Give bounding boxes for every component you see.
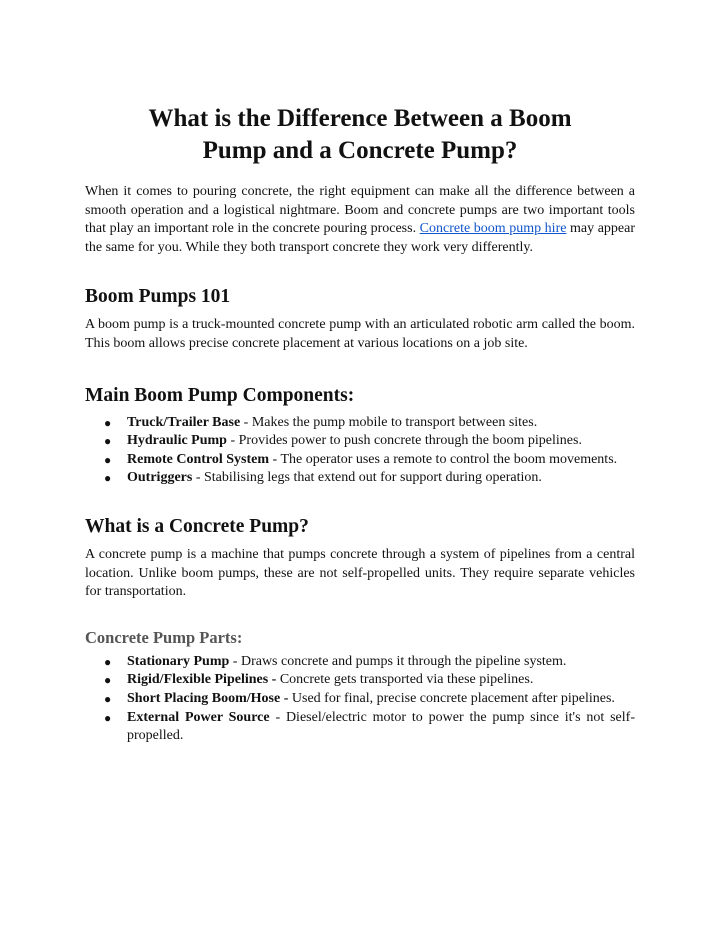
title-line-1: What is the Difference Between a Boom bbox=[148, 105, 572, 132]
list-item bbox=[85, 432, 635, 451]
main-components-list bbox=[85, 414, 635, 488]
list-item bbox=[85, 414, 635, 433]
bullet-icon: ● bbox=[104, 691, 112, 706]
title-line-2: Pump and a Concrete Pump? bbox=[202, 137, 518, 164]
list-item-term: Short Placing Boom/Hose - bbox=[127, 690, 289, 706]
heading-main-components: Main Boom Pump Components: bbox=[85, 384, 355, 406]
list-item-term: Remote Control System bbox=[127, 451, 270, 467]
list-item bbox=[85, 690, 635, 709]
section-main-components bbox=[85, 383, 635, 488]
list-item-desc: Used for final, precise concrete placement after pipelines. bbox=[288, 690, 615, 706]
intro-text-after-link: may appear the same for you. While they both transport concrete they work very differently. bbox=[85, 221, 636, 255]
bullet-icon: ● bbox=[104, 415, 112, 430]
concrete-boom-pump-hire-link[interactable]: Concrete boom pump hire bbox=[419, 221, 567, 237]
section-boom-pumps-101 bbox=[85, 284, 635, 353]
bullet-icon: ● bbox=[104, 710, 112, 725]
intro-text: When it comes to pouring concrete, the right equipment can make all the difference between a smooth operation and a logistical nightmare. Boom and concrete pumps are two important tools that play an important role in the concrete pouring process. bbox=[85, 184, 635, 237]
bullet-icon: ● bbox=[104, 434, 112, 449]
list-item-term: Outriggers bbox=[127, 470, 193, 486]
bullet-icon: ● bbox=[104, 471, 112, 486]
concrete-pump-paragraph: A concrete pump is a machine that pumps concrete through a system of pipelines from a central location. Unlike boom pumps, these are not self-propelled units. They require separate vehicles for transportation. bbox=[85, 546, 635, 600]
heading-concrete-pump-parts: Concrete Pump Parts: bbox=[85, 627, 243, 647]
list-item-term: Hydraulic Pump bbox=[127, 433, 227, 449]
page-title bbox=[85, 103, 635, 167]
section-concrete-pump-parts bbox=[85, 627, 635, 746]
list-item bbox=[85, 709, 635, 746]
list-item-desc: Concrete gets transported via these pipelines. bbox=[276, 672, 534, 688]
list-item-desc: - Diesel/electric motor to power the pump since it's not self-propelled. bbox=[127, 709, 635, 744]
list-item-term: External Power Source bbox=[127, 709, 270, 725]
list-item bbox=[85, 469, 635, 488]
list-item bbox=[85, 671, 635, 690]
list-item-desc: - Draws concrete and pumps it through the pipeline system. bbox=[229, 653, 567, 669]
concrete-pump-parts-list bbox=[85, 653, 635, 746]
list-item bbox=[85, 653, 635, 672]
bullet-icon: ● bbox=[104, 654, 112, 669]
heading-concrete-pump: What is a Concrete Pump? bbox=[85, 515, 309, 537]
list-item-term: Truck/Trailer Base bbox=[127, 414, 241, 430]
list-item bbox=[85, 451, 635, 470]
list-item-desc: - Makes the pump mobile to transport between sites. bbox=[240, 414, 538, 430]
list-item-term: Rigid/Flexible Pipelines - bbox=[127, 672, 277, 688]
list-item-desc: - The operator uses a remote to control the boom movements. bbox=[269, 451, 618, 467]
boom-pumps-101-paragraph: A boom pump is a truck-mounted concrete pump with an articulated robotic arm called the boom. This boom allows precise concrete placement at various locations on a job site. bbox=[85, 317, 635, 351]
heading-boom-pumps-101: Boom Pumps 101 bbox=[85, 286, 231, 308]
list-item-desc: - Provides power to push concrete through the boom pipelines. bbox=[226, 433, 582, 449]
list-item-term: Stationary Pump bbox=[127, 653, 230, 669]
bullet-icon: ● bbox=[104, 673, 112, 688]
list-item-desc: - Stabilising legs that extend out for support during operation. bbox=[192, 470, 542, 486]
section-concrete-pump bbox=[85, 514, 635, 602]
bullet-icon: ● bbox=[104, 452, 112, 467]
document-page bbox=[85, 103, 635, 746]
intro-paragraph bbox=[85, 183, 635, 257]
